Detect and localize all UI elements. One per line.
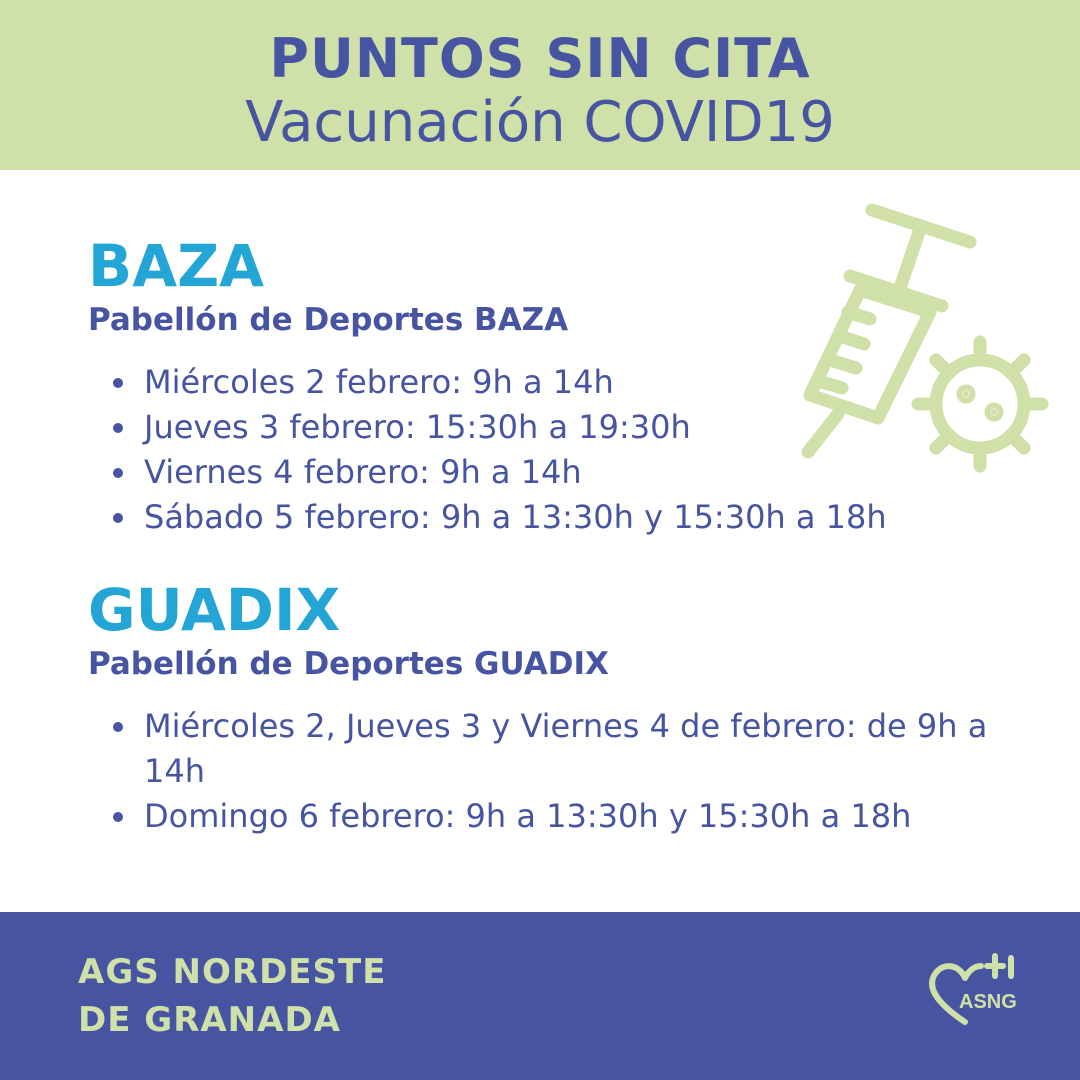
organization-name: AGS NORDESTE DE GRANADA xyxy=(78,952,387,1040)
list-item: Sábado 5 febrero: 9h a 13:30h y 15:30h a 18h xyxy=(88,495,1048,540)
bullet-icon xyxy=(113,812,123,822)
bullet-icon xyxy=(113,513,123,523)
svg-text:ASNG: ASNG xyxy=(959,991,1017,1013)
venue-name: Pabellón de Deportes BAZA xyxy=(88,302,569,338)
page-title: PUNTOS SIN CITA xyxy=(269,27,811,90)
bullet-icon xyxy=(113,722,123,732)
list-item: Miércoles 2 febrero: 9h a 14h xyxy=(88,360,1048,405)
bullet-icon xyxy=(113,423,123,433)
location-baza xyxy=(88,232,1048,540)
city-title: GUADIX xyxy=(88,576,341,644)
header-banner xyxy=(0,0,1080,170)
schedule-list xyxy=(88,704,988,839)
list-item: Miércoles 2, Jueves 3 y Viernes 4 de febrero: de 9h a 14h xyxy=(88,704,988,794)
venue-name: Pabellón de Deportes GUADIX xyxy=(88,646,609,682)
city-title: BAZA xyxy=(88,232,265,300)
list-item: Domingo 6 febrero: 9h a 13:30h y 15:30h a 18h xyxy=(88,794,988,839)
asng-heart-logo-icon xyxy=(925,952,1025,1042)
bullet-icon xyxy=(113,468,123,478)
bullet-icon xyxy=(113,378,123,388)
location-guadix xyxy=(88,576,1048,839)
schedule-list xyxy=(88,360,1048,540)
page-subtitle: Vacunación COVID19 xyxy=(245,90,835,155)
footer-banner xyxy=(0,912,1080,1080)
list-item: Jueves 3 febrero: 15:30h a 19:30h xyxy=(88,405,1048,450)
list-item: Viernes 4 febrero: 9h a 14h xyxy=(88,450,1048,495)
